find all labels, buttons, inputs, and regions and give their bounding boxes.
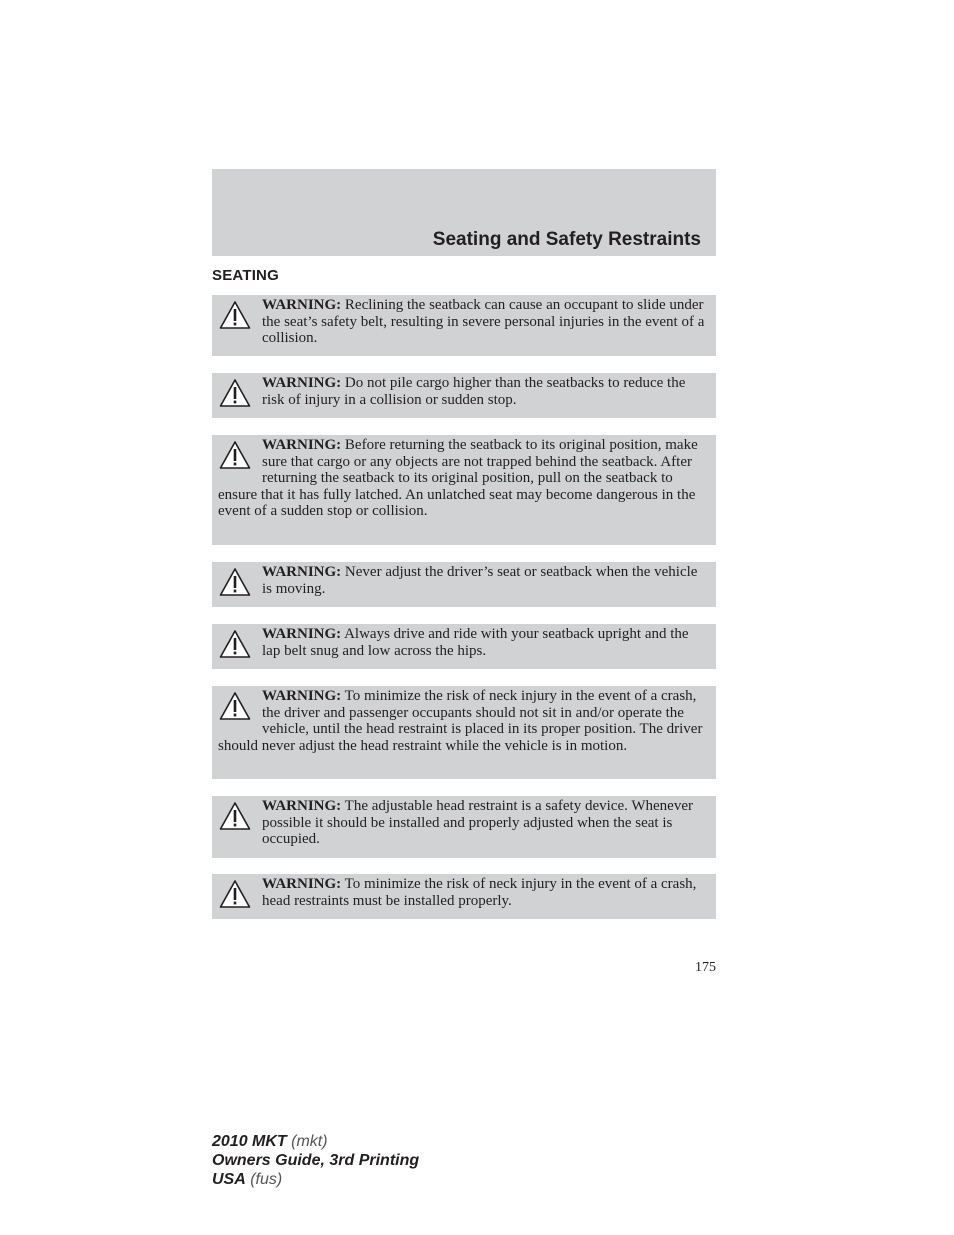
warning-text: To minimize the risk of neck injury in the event of a crash, head restraints must be installed properly. — [262, 876, 697, 909]
warning-label: WARNING: — [262, 564, 342, 580]
section-heading: SEATING — [212, 267, 279, 284]
warning-triangle-icon — [219, 801, 251, 831]
footer-edition: Owners Guide, 3rd Printing — [212, 1152, 420, 1169]
warning-triangle-icon — [219, 378, 251, 408]
warning-box-2 — [212, 373, 716, 418]
footer-market-code: (fus) — [245, 1171, 283, 1188]
warning-label: WARNING: — [262, 297, 342, 313]
warning-box-6 — [212, 686, 716, 779]
warning-text: The adjustable head restraint is a safety device. Whenever possible it should be installed and properly adjusted when the seat is occupied. — [262, 798, 693, 848]
warning-text: Always drive and ride with your seatback upright and the lap belt snug and low across the hips. — [262, 626, 689, 659]
warning-label: WARNING: — [262, 626, 342, 642]
warning-text: Do not pile cargo higher than the seatbacks to reduce the risk of injury in a collision or sudden stop. — [262, 375, 686, 408]
warning-triangle-icon — [219, 300, 251, 330]
chapter-header-band — [212, 169, 716, 256]
document-footer — [212, 1132, 419, 1189]
warning-label: WARNING: — [262, 688, 342, 704]
warning-triangle-icon — [219, 629, 251, 659]
warning-label: WARNING: — [262, 375, 342, 391]
warning-text: Reclining the seatback can cause an occupant to slide under the seat’s safety belt, resulting in severe personal injuries in the event of a collision. — [262, 297, 705, 347]
footer-model-code: (mkt) — [286, 1133, 328, 1150]
warning-text: To minimize the risk of neck injury in the event of a crash, the driver and passenger occupants should not sit in and/or operate the vehicle, until the head restraint is placed in its proper position. The driver should never adjust the head restraint while the vehicle is in motion. — [218, 688, 703, 754]
page-number: 175 — [695, 960, 716, 975]
footer-market: USA — [212, 1171, 246, 1188]
warning-box-1 — [212, 295, 716, 356]
warning-box-3 — [212, 435, 716, 545]
warning-label: WARNING: — [262, 798, 342, 814]
warning-box-8 — [212, 874, 716, 919]
warning-text: Never adjust the driver’s seat or seatback when the vehicle is moving. — [262, 564, 698, 597]
footer-line-model — [212, 1132, 419, 1151]
warning-triangle-icon — [219, 879, 251, 909]
footer-line-market — [212, 1170, 419, 1189]
warning-triangle-icon — [219, 691, 251, 721]
warning-box-5 — [212, 624, 716, 669]
warning-triangle-icon — [219, 567, 251, 597]
warning-box-4 — [212, 562, 716, 607]
warning-box-7 — [212, 796, 716, 858]
warning-text: Before returning the seatback to its original position, make sure that cargo or any objects are not trapped behind the seatback. After returning the seatback to its original position, pull on the seatback to ensure that it has fully latched. An unlatched seat may become dangerous in the event of a sudden stop or collision. — [218, 437, 698, 520]
warning-triangle-icon — [219, 440, 251, 470]
warning-label: WARNING: — [262, 876, 342, 892]
warning-label: WARNING: — [262, 437, 342, 453]
footer-model-year: 2010 MKT — [212, 1133, 287, 1150]
chapter-title: Seating and Safety Restraints — [432, 229, 701, 250]
